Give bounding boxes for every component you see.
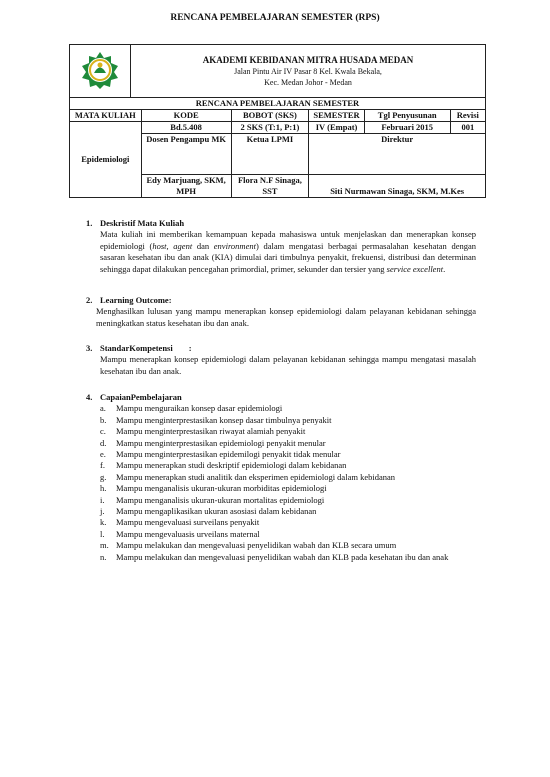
- list-item-letter: m.: [100, 540, 109, 551]
- header-semester: SEMESTER: [309, 110, 365, 122]
- section-2-text: Menghasilkan lulusan yang mampu menerapkan konsep epidemiologi dalam pelayanan kebidanan sehingga meningkatkan status kesehatan ibu dan anak.: [96, 306, 476, 328]
- header-bobot: BOBOT (SKS): [231, 110, 309, 122]
- section-1-heading: [86, 218, 476, 229]
- role-ketua: Ketua LPMI: [231, 134, 309, 175]
- section-2-number: 2.: [86, 295, 93, 305]
- list-item-text: Mampu menginterprestasikan riwayat alamiah penyakit: [116, 426, 306, 437]
- course-bobot: 2 SKS (T:1, P:1): [231, 122, 309, 134]
- section-learning-outcome: [86, 295, 476, 329]
- list-item-text: Mampu melakukan dan mengevaluasi penyelidikan wabah dan KLB pada kesehatan ibu dan anak: [116, 551, 449, 562]
- course-kode: Bd.5.408: [141, 122, 231, 134]
- list-item: [100, 540, 476, 551]
- section-3-heading: [86, 343, 476, 354]
- course-name: Epidemiologi: [70, 122, 142, 198]
- name-dosen: Edy Marjuang, SKM, MPH: [141, 175, 231, 198]
- list-item-letter: c.: [100, 426, 106, 437]
- s1-env: environment: [213, 240, 256, 251]
- header-tgl: Tgl Penyusunan: [364, 110, 450, 122]
- institution-info: [131, 45, 486, 98]
- list-item: [100, 495, 476, 506]
- list-item-letter: a.: [100, 403, 106, 414]
- section-4-title: CapaianPembelajaran: [100, 392, 182, 402]
- s1-text-b: ) dalam mengatasi berbagai permasalahan kesehatan dengan sasaran kesehatan ibu dan anak (KIA) dimulai dari timbulnya penyakit, frekuensi, distribusi dan determinan sehingga dapat dilakukan pencegahan primordial, primer, sekunder dan tersier yang: [100, 240, 476, 274]
- list-item: [100, 415, 476, 426]
- list-item-letter: d.: [100, 437, 107, 448]
- list-item-text: Mampu mengaplikasikan ukuran asosiasi dalam kebidanan: [116, 506, 317, 517]
- institution-name: AKADEMI KEBIDANAN MITRA HUSADA MEDAN: [202, 54, 414, 65]
- header-revisi: Revisi: [450, 110, 485, 122]
- section-3-colon: :: [188, 343, 192, 353]
- s1-and: dan: [192, 240, 214, 251]
- section-standar-kompetensi: [86, 343, 476, 377]
- institution-address-2: Kec. Medan Johor - Medan: [264, 77, 352, 87]
- section-2-title: Learning Outcome:: [100, 295, 172, 305]
- section-1-number: 1.: [86, 218, 93, 228]
- s1-service: service excellent: [386, 263, 444, 274]
- list-item: [100, 460, 476, 471]
- course-semester: IV (Empat): [309, 122, 365, 134]
- rps-table-title: RENCANA PEMBELAJARAN SEMESTER: [70, 98, 486, 110]
- list-item: [100, 483, 476, 494]
- list-item-text: Mampu menginterprestasikan epidemilogi penyakit tidak menular: [116, 449, 341, 460]
- list-item: [100, 426, 476, 437]
- section-3-title: StandarKompetensi: [100, 343, 173, 353]
- list-item-letter: k.: [100, 517, 107, 528]
- list-item-text: Mampu menerapkan studi analitik dan eksperimen epidemiologi dalam kebidanan: [116, 471, 396, 482]
- course-revisi: 001: [450, 122, 485, 134]
- section-3-text: Mampu menerapkan konsep epidemiologi dalam pelayanan kebidanan sehingga mampu mengatasi masalah kesehatan ibu dan anak.: [100, 354, 476, 376]
- section-4-number: 4.: [86, 392, 93, 402]
- list-item-letter: e.: [100, 449, 106, 460]
- section-3-number: 3.: [86, 343, 93, 353]
- list-item-text: Mampu menguraikan konsep dasar epidemiologi: [116, 403, 283, 414]
- list-item-letter: n.: [100, 551, 107, 562]
- s1-host: host,: [152, 240, 169, 251]
- section-1-title: Deskristif Mata Kuliah: [100, 218, 185, 228]
- section-2-heading: [86, 295, 476, 306]
- s1-end: .: [443, 263, 446, 274]
- list-item: [100, 552, 476, 563]
- header-kode: KODE: [141, 110, 231, 122]
- list-item: [100, 472, 476, 483]
- s1-text-a: Mata kuliah ini memberikan kemampuan kepada mahasiswa untuk menjelaskan dan menerapkan konsep epidemiologi (: [100, 229, 476, 251]
- list-item-text: Mampu mengevaluasi surveilans penyakit: [116, 517, 260, 528]
- institution-logo-icon: [80, 50, 120, 90]
- section-capaian: [86, 392, 476, 563]
- list-item-text: Mampu menganalisis ukuran-ukuran mortalitas epidemiologi: [116, 494, 325, 505]
- list-item-letter: i.: [100, 494, 105, 505]
- list-item-text: Mampu melakukan dan mengevaluasi penyelidikan wabah dan KLB secara umum: [116, 540, 397, 551]
- list-item-text: Mampu menerapkan studi deskriptif epidemiologi dalam kebidanan: [116, 460, 347, 471]
- s1-agent: agent: [173, 240, 193, 251]
- page-title: RENCANA PEMBELAJARAN SEMESTER (RPS): [170, 13, 380, 23]
- list-item-letter: j.: [100, 506, 105, 517]
- list-item: [100, 449, 476, 460]
- list-item: [100, 529, 476, 540]
- role-dosen: Dosen Pengampu MK: [141, 134, 231, 175]
- list-item-letter: f.: [100, 460, 105, 471]
- section-deskripsi: [86, 218, 476, 275]
- institution-header: [69, 44, 486, 98]
- list-item-letter: b.: [100, 414, 107, 425]
- name-ketua: Flora N.F Sinaga, SST: [231, 175, 309, 198]
- section-1-text: [100, 229, 476, 275]
- role-direktur: Direktur: [309, 134, 486, 175]
- list-item: [100, 403, 476, 414]
- header-mata-kuliah: MATA KULIAH: [70, 110, 142, 122]
- capaian-list: [100, 403, 476, 563]
- list-item: [100, 438, 476, 449]
- list-item-letter: l.: [100, 528, 105, 539]
- institution-address-1: Jalan Pintu Air IV Pasar 8 Kel. Kwala Bekala,: [234, 66, 382, 76]
- list-item-text: Mampu menginterprestasikan konsep dasar timbulnya penyakit: [116, 414, 332, 425]
- name-direktur: Siti Nurmawan Sinaga, SKM, M.Kes: [309, 175, 486, 198]
- course-tgl: Februari 2015: [364, 122, 450, 134]
- section-4-heading: [86, 392, 476, 403]
- list-item-text: Mampu menginterprestasikan epidemiologi penyakit menular: [116, 437, 326, 448]
- list-item-letter: g.: [100, 471, 107, 482]
- list-item-text: Mampu menganalisis ukuran-ukuran morbiditas epidemiologi: [116, 483, 327, 494]
- rps-table: [69, 97, 486, 198]
- logo-cell: [70, 45, 131, 98]
- list-item-text: Mampu mengevaluasis urveilans maternal: [116, 528, 260, 539]
- list-item-letter: h.: [100, 483, 107, 494]
- list-item: [100, 506, 476, 517]
- list-item: [100, 517, 476, 528]
